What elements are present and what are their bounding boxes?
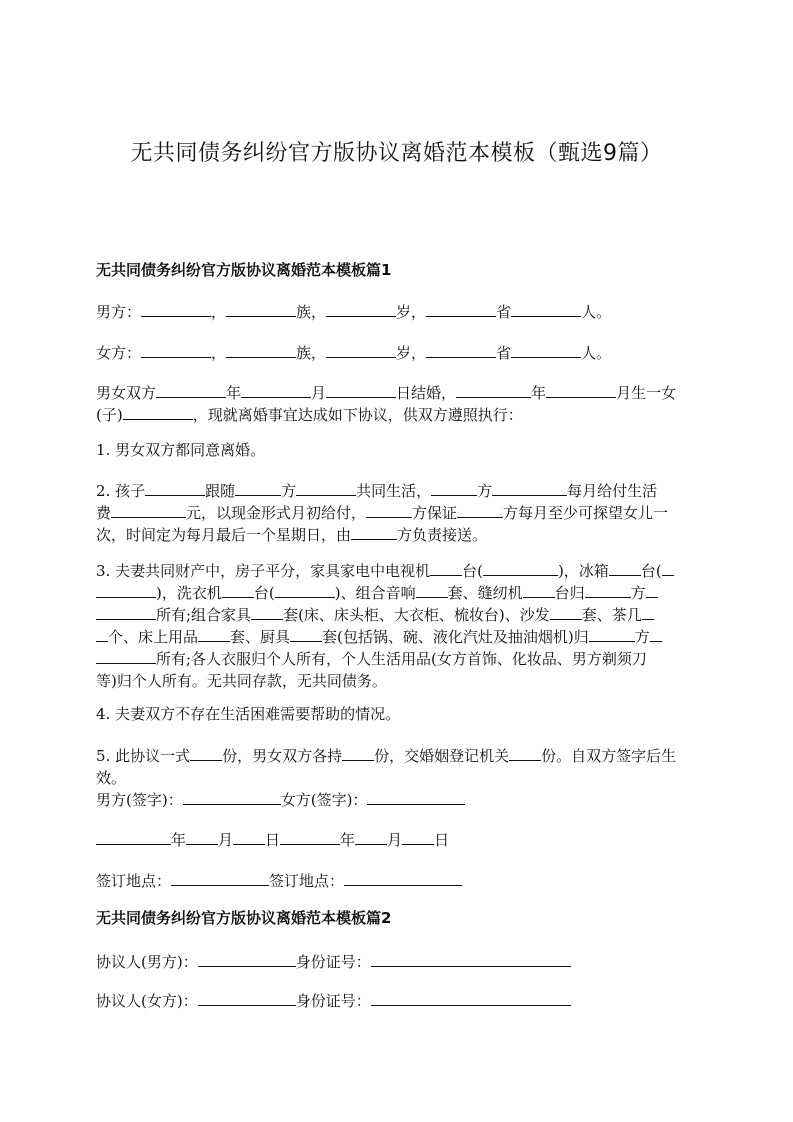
- blank: [426, 343, 496, 358]
- female-info-line: 女方： ， 族， 岁， 省 人。: [96, 344, 612, 362]
- place-line: 签订地点： 签订地点：: [96, 870, 698, 892]
- blank: [326, 302, 396, 317]
- blank: [226, 343, 296, 358]
- item-2: 2. 孩子 跟随 方 共同生活， 方 每月给付生活 费 元，以现金形式月初给付， 方保证 方每月至少可探望女儿一 次，时间定为每月最后一个星期日，由 方负责接送。: [96, 482, 669, 544]
- document-title: 无共同债务纠纷官方版协议离婚范本模板（甄选9篇）: [130, 141, 663, 166]
- blank: [141, 302, 211, 317]
- item-1: 1. 男女双方都同意离婚。: [96, 441, 266, 459]
- blank: [426, 302, 496, 317]
- item-5: 5. 此协议一式 份，男女双方各持 份，交婚姻登记机关 份。自双方签字后生效。: [96, 747, 677, 787]
- blank: [511, 302, 581, 317]
- blank: [141, 343, 211, 358]
- section2-heading: 无共同债务纠纷官方版协议离婚范本模板篇2: [96, 909, 392, 927]
- blank: [326, 343, 396, 358]
- party-female-line: 协议人(女方)： 身份证号：: [96, 990, 698, 1012]
- item-3: 3. 夫妻共同财产中，房子平分，家具家电中电视机 台( )，冰箱 台( )，洗衣机 台( )、组合音响 套、缝纫机 台归 方 所有;组合家具 套(床、床头柜、大衣柜、梳妆台)、沙发 套、茶几 个、床上用品 套、厨具 套(包括锅、碗、液化汽灶及抽油烟机)归 方 所有;各人衣服归个人所有，个人生活用品(女方首饰、化妆品、男方剃须刀 等)归个人所有。无共同存款，无共同债务。: [96, 560, 698, 692]
- blank: [511, 343, 581, 358]
- party-male-line: 协议人(男方)： 身份证号：: [96, 951, 698, 973]
- date-line: 年 月 日 年 月 日: [96, 829, 698, 851]
- marriage-paragraph: 男女双方 年 月 日结婚， 年 月生一女 (子) ，现就离婚事宜达成如下协议，供双方遵照执行：: [96, 384, 677, 424]
- signature-line: 男方(签字)： 女方(签字)：: [96, 789, 698, 811]
- section1-heading: 无共同债务纠纷官方版协议离婚范本模板篇1: [96, 261, 392, 279]
- item-4: 4. 夫妻双方不存在生活困难需要帮助的情况。: [96, 705, 401, 723]
- blank: [226, 302, 296, 317]
- male-info-line: 男方： ， 族， 岁， 省 人。: [96, 303, 612, 321]
